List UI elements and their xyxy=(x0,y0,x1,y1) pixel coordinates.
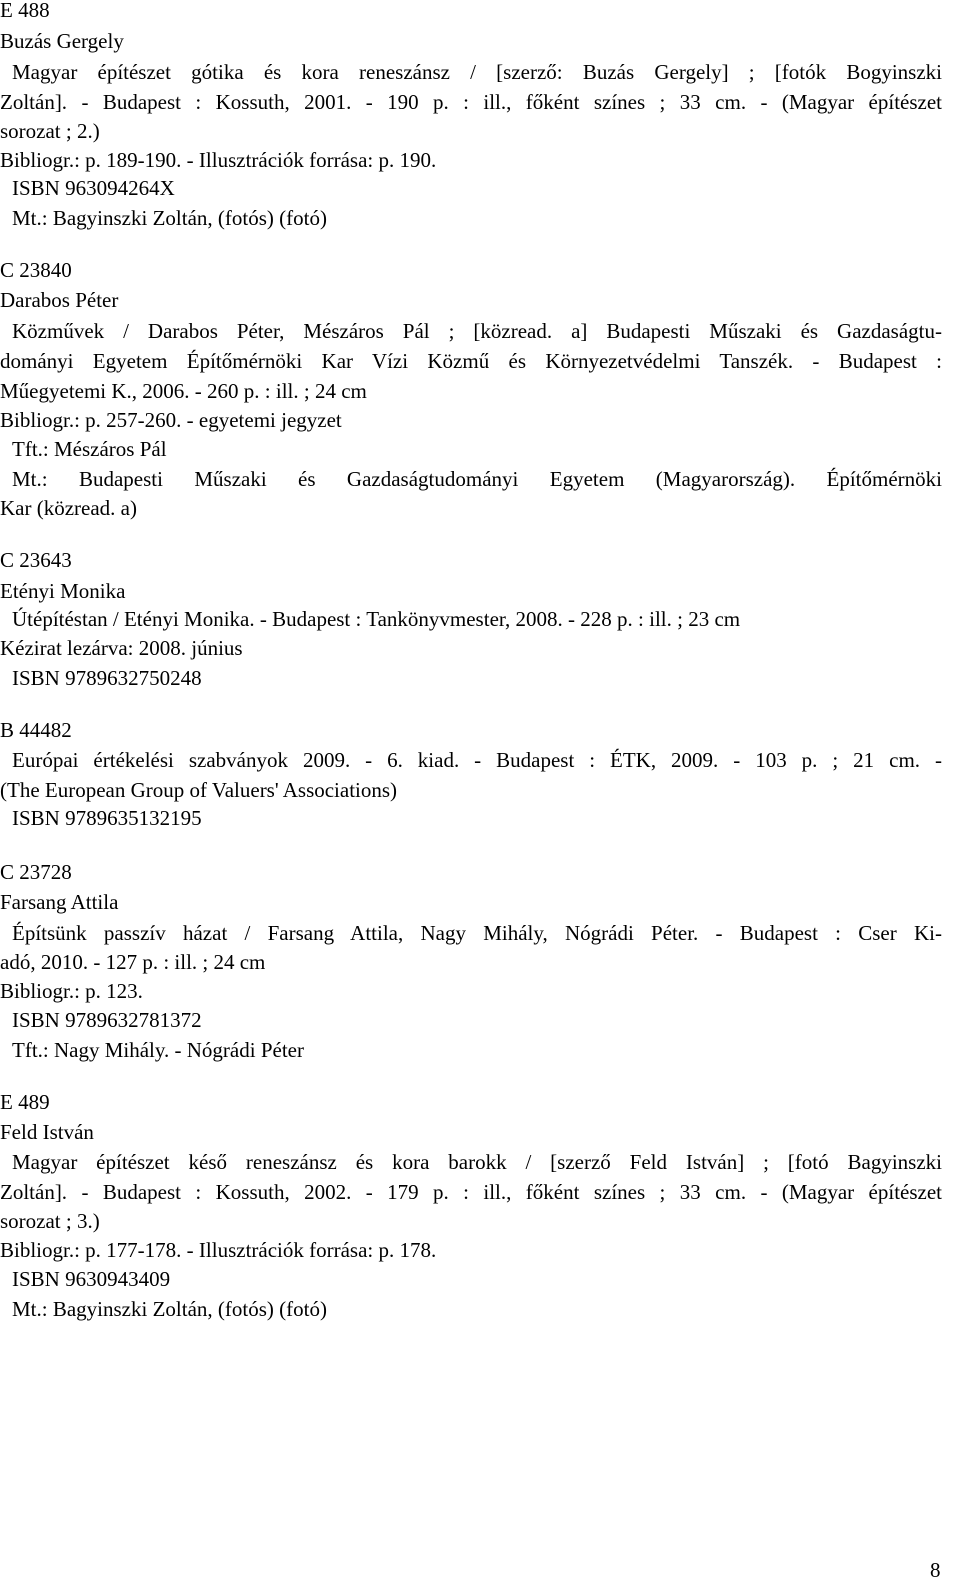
entry-title-line: adó, 2010. - 127 p. : ill. ; 24 cm xyxy=(0,950,266,974)
entry-code: B 44482 xyxy=(0,718,72,742)
entry-mt: Mt.: Bagyinszki Zoltán, (fotós) (fotó) xyxy=(12,1297,327,1321)
entry-author: Etényi Monika xyxy=(0,579,126,603)
entry-mt: Mt.: Bagyinszki Zoltán, (fotós) (fotó) xyxy=(12,206,327,230)
page-number: 8 xyxy=(930,1558,941,1582)
entry-code: E 489 xyxy=(0,1090,50,1114)
entry-title-line: Zoltán]. - Budapest : Kossuth, 2002. - 179 p. : ill., főként színes ; 33 cm. - (Magyar építészet xyxy=(0,1180,942,1204)
entry-mt: Mt.: Budapesti Műszaki és Gazdaságtudományi Egyetem (Magyarország). Építőmérnöki xyxy=(12,467,942,491)
entry-title-line: Zoltán]. - Budapest : Kossuth, 2001. - 190 p. : ill., főként színes ; 33 cm. - (Magyar építészet xyxy=(0,90,942,114)
entry-title-line: Európai értékelési szabványok 2009. - 6. kiad. - Budapest : ÉTK, 2009. - 103 p. ; 21 cm. - xyxy=(12,748,942,772)
entry-bibliography: Bibliogr.: p. 257-260. - egyetemi jegyzet xyxy=(0,408,342,432)
entry-bibliography: Bibliogr.: p. 189-190. - Illusztrációk forrása: p. 190. xyxy=(0,148,437,172)
entry-tft: Tft.: Nagy Mihály. - Nógrádi Péter xyxy=(12,1038,304,1062)
entry-author: Buzás Gergely xyxy=(0,29,124,53)
entry-mt: Kar (közread. a) xyxy=(0,496,137,520)
entry-title-line: sorozat ; 3.) xyxy=(0,1209,100,1233)
entry-author: Feld István xyxy=(0,1120,94,1144)
entry-isbn: ISBN 9630943409 xyxy=(12,1267,171,1291)
entry-code: C 23728 xyxy=(0,860,72,884)
entry-bibliography: Bibliogr.: p. 123. xyxy=(0,979,143,1003)
entry-code: C 23840 xyxy=(0,258,72,282)
entry-tft: Tft.: Mészáros Pál xyxy=(12,437,167,461)
entry-title-line: sorozat ; 2.) xyxy=(0,119,100,143)
entry-isbn: ISBN 963094264X xyxy=(12,176,175,200)
entry-title-line: Építsünk passzív házat / Farsang Attila, Nagy Mihály, Nógrádi Péter. - Budapest : Cser Ki- xyxy=(12,921,942,945)
entry-isbn: ISBN 9789635132195 xyxy=(12,806,202,830)
entry-title-line: Magyar építészet gótika és kora reneszánsz / [szerző: Buzás Gergely] ; [fotók Bogyinszki xyxy=(12,60,942,84)
entry-title-line: Magyar építészet késő reneszánsz és kora barokk / [szerző Feld István] ; [fotó Bagyinszki xyxy=(12,1150,942,1174)
entry-code: E 488 xyxy=(0,0,50,22)
entry-isbn: ISBN 9789632781372 xyxy=(12,1008,202,1032)
entry-title-line: Útépítéstan / Etényi Monika. - Budapest : Tankönyvmester, 2008. - 228 p. : ill. ; 23 cm xyxy=(12,607,741,631)
entry-title-line: Közművek / Darabos Péter, Mészáros Pál ; [közread. a] Budapesti Műszaki és Gazdaságtu- xyxy=(12,319,942,343)
entry-title-line: dományi Egyetem Építőmérnöki Kar Vízi Közmű és Környezetvédelmi Tanszék. - Budapest : xyxy=(0,349,942,373)
entry-title-line: Műegyetemi K., 2006. - 260 p. : ill. ; 24 cm xyxy=(0,379,367,403)
entry-author: Farsang Attila xyxy=(0,890,119,914)
entry-code: C 23643 xyxy=(0,548,72,572)
entry-note: Kézirat lezárva: 2008. június xyxy=(0,636,243,660)
entry-bibliography: Bibliogr.: p. 177-178. - Illusztrációk forrása: p. 178. xyxy=(0,1238,437,1262)
entry-title-line: (The European Group of Valuers' Associations) xyxy=(0,778,398,802)
entry-author: Darabos Péter xyxy=(0,288,119,312)
entry-isbn: ISBN 9789632750248 xyxy=(12,666,202,690)
